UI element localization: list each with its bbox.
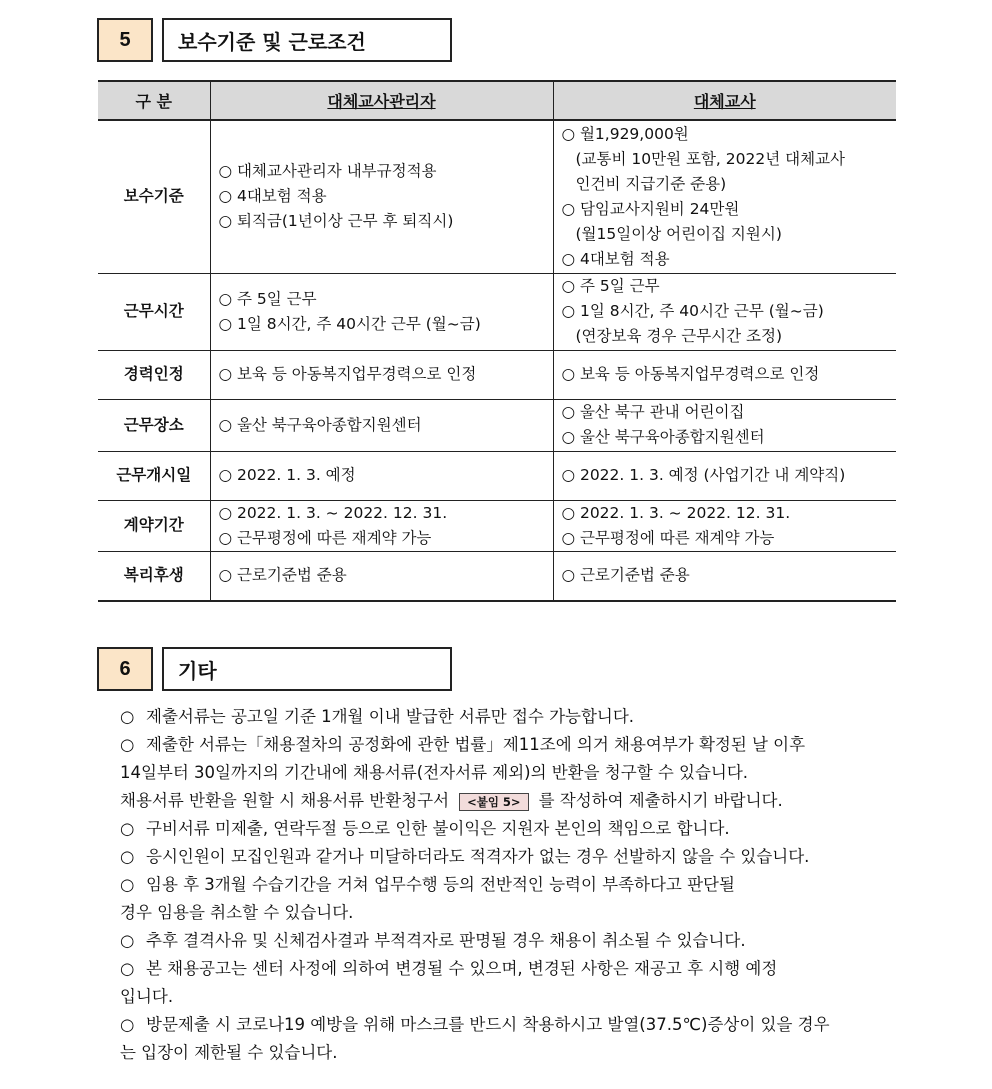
substitute-cell [553, 350, 896, 399]
list-item [120, 927, 900, 955]
header-manager [210, 81, 553, 120]
bullet-icon: ○ [120, 819, 135, 838]
section-title-5: 보수기준 및 근로조건 [162, 18, 452, 62]
table-row-start-date [98, 451, 896, 500]
substitute-cell [553, 451, 896, 500]
manager-cell [210, 551, 553, 601]
note-text: 제출한 서류는「채용절차의 공정화에 관한 법률」제11조에 의거 채용여부가 확정된 날 이후 [146, 735, 806, 754]
manager-cell [210, 500, 553, 551]
cell-line: ○ 주 5일 근무 [218, 289, 317, 308]
table-row-location [98, 399, 896, 451]
header-manager-label: 대체교사관리자 [327, 92, 436, 111]
list-item [120, 1011, 900, 1039]
cell-line: 인건비 지급기준 준용) [575, 174, 727, 193]
note-continuation: 는 입장이 제한될 수 있습니다. [120, 1043, 338, 1062]
list-item [120, 843, 900, 871]
note-text: 응시인원이 모집인원과 같거나 미달하더라도 적격자가 없는 경우 선발하지 않을 수 있습니다. [146, 847, 810, 866]
section-number-6: 6 [97, 647, 153, 691]
bullet-icon: ○ [120, 847, 135, 866]
bullet-icon: ○ [120, 875, 135, 894]
note-continuation: 14일부터 30일까지의 기간내에 채용서류(전자서류 제외)의 반환을 청구할 수 있습니다. [120, 763, 749, 782]
cell-line: ○ 주 5일 근무 [561, 277, 660, 295]
cell-line: ○ 2022. 1. 3. ~ 2022. 12. 31. [561, 503, 791, 522]
substitute-cell [553, 399, 896, 451]
list-item [120, 871, 900, 899]
cell-line: (월15일이상 어린이집 지원시) [575, 224, 782, 243]
cell-line: ○ 월1,929,000원 [561, 124, 689, 143]
note-text: 구비서류 미제출, 연락두절 등으로 인한 불이익은 지원자 본인의 책임으로 합니다. [146, 819, 730, 838]
cell-line: ○ 근로기준법 준용 [218, 566, 347, 585]
table-row-contract [98, 500, 896, 551]
manager-cell [210, 120, 553, 273]
notes-list [120, 703, 900, 1067]
section-number-5: 5 [97, 18, 153, 62]
substitute-cell [553, 551, 896, 601]
header-substitute-label: 대체교사 [693, 92, 756, 111]
section-title-6: 기타 [162, 647, 452, 691]
row-label: 근무시간 [98, 273, 210, 350]
table-row-welfare [98, 551, 896, 601]
substitute-cell [553, 273, 896, 350]
cell-line: ○ 보육 등 아동복지업무경력으로 인정 [561, 365, 820, 383]
cell-line: ○ 1일 8시간, 주 40시간 근무 (월~금) [561, 302, 824, 320]
cell-line: ○ 담임교사지원비 24만원 [561, 199, 740, 218]
manager-cell [210, 350, 553, 399]
row-label: 경력인정 [98, 350, 210, 399]
substitute-cell [553, 120, 896, 273]
table-header-row [98, 81, 896, 120]
row-label: 근무개시일 [98, 451, 210, 500]
list-item [120, 955, 900, 983]
note-continuation: 경우 임용을 취소할 수 있습니다. [120, 903, 354, 922]
substitute-cell [553, 500, 896, 551]
table-row-career [98, 350, 896, 399]
bullet-icon: ○ [120, 735, 135, 754]
manager-cell [210, 273, 553, 350]
header-category: 구 분 [98, 81, 210, 120]
table-row-hours [98, 273, 896, 350]
conditions-table [98, 80, 896, 602]
cell-line: ○ 4대보험 적용 [218, 187, 327, 206]
cell-line: ○ 근무평정에 따른 재계약 가능 [218, 528, 432, 547]
cell-line: ○ 2022. 1. 3. 예정 (사업기간 내 계약직) [561, 466, 846, 484]
cell-line: ○ 울산 북구 관내 어린이집 [561, 403, 745, 421]
bullet-icon: ○ [120, 707, 135, 726]
row-label: 복리후생 [98, 551, 210, 601]
row-label: 계약기간 [98, 500, 210, 551]
header-substitute [553, 81, 896, 120]
cell-line: ○ 1일 8시간, 주 40시간 근무 (월~금) [218, 314, 481, 333]
cell-line: ○ 보육 등 아동복지업무경력으로 인정 [218, 365, 477, 383]
list-item [120, 703, 900, 731]
cell-line: ○ 2022. 1. 3. ~ 2022. 12. 31. [218, 503, 448, 522]
note-text: 방문제출 시 코로나19 예방을 위해 마스크를 반드시 착용하시고 발열(37.5℃)증상이 있을 경우 [146, 1015, 830, 1034]
row-label: 보수기준 [98, 120, 210, 273]
list-item [120, 731, 900, 759]
bullet-icon: ○ [120, 959, 135, 978]
note-continuation [120, 787, 900, 815]
cell-line: ○ 대체교사관리자 내부규정적용 [218, 162, 437, 181]
cell-line: ○ 울산 북구육아종합지원센터 [561, 428, 765, 446]
cell-line: ○ 2022. 1. 3. 예정 [218, 466, 356, 484]
cell-line: ○ 4대보험 적용 [561, 249, 670, 268]
bullet-icon: ○ [120, 1015, 135, 1034]
cell-line: (연장보육 경우 근무시간 조정) [575, 327, 783, 345]
note-continuation: 입니다. [120, 987, 174, 1006]
note-text: 임용 후 3개월 수습기간을 거쳐 업무수행 등의 전반적인 능력이 부족하다고 판단될 [146, 875, 735, 894]
attachment-tag: <붙임 5> [459, 793, 529, 811]
cell-line: ○ 근무평정에 따른 재계약 가능 [561, 528, 775, 547]
row-label: 근무장소 [98, 399, 210, 451]
note-text: 본 채용공고는 센터 사정에 의하여 변경될 수 있으며, 변경된 사항은 재공고 후 시행 예정 [146, 959, 778, 978]
cell-line: ○ 퇴직금(1년이상 근무 후 퇴직시) [218, 212, 454, 231]
note-text: 제출서류는 공고일 기준 1개월 이내 발급한 서류만 접수 가능합니다. [146, 707, 635, 726]
bullet-icon: ○ [120, 931, 135, 950]
manager-cell [210, 399, 553, 451]
note-text: 추후 결격사유 및 신체검사결과 부적격자로 판명될 경우 채용이 취소될 수 있습니다. [146, 931, 746, 950]
cell-line: ○ 근로기준법 준용 [561, 566, 690, 585]
note-text: 채용서류 반환을 원할 시 채용서류 반환청구서 [120, 791, 450, 810]
cell-line: ○ 울산 북구육아종합지원센터 [218, 415, 422, 434]
manager-cell [210, 451, 553, 500]
note-text: 를 작성하여 제출하시기 바랍니다. [538, 791, 783, 810]
cell-line: (교통비 10만원 포함, 2022년 대체교사 [575, 149, 846, 168]
list-item [120, 815, 900, 843]
table-row-salary [98, 120, 896, 273]
